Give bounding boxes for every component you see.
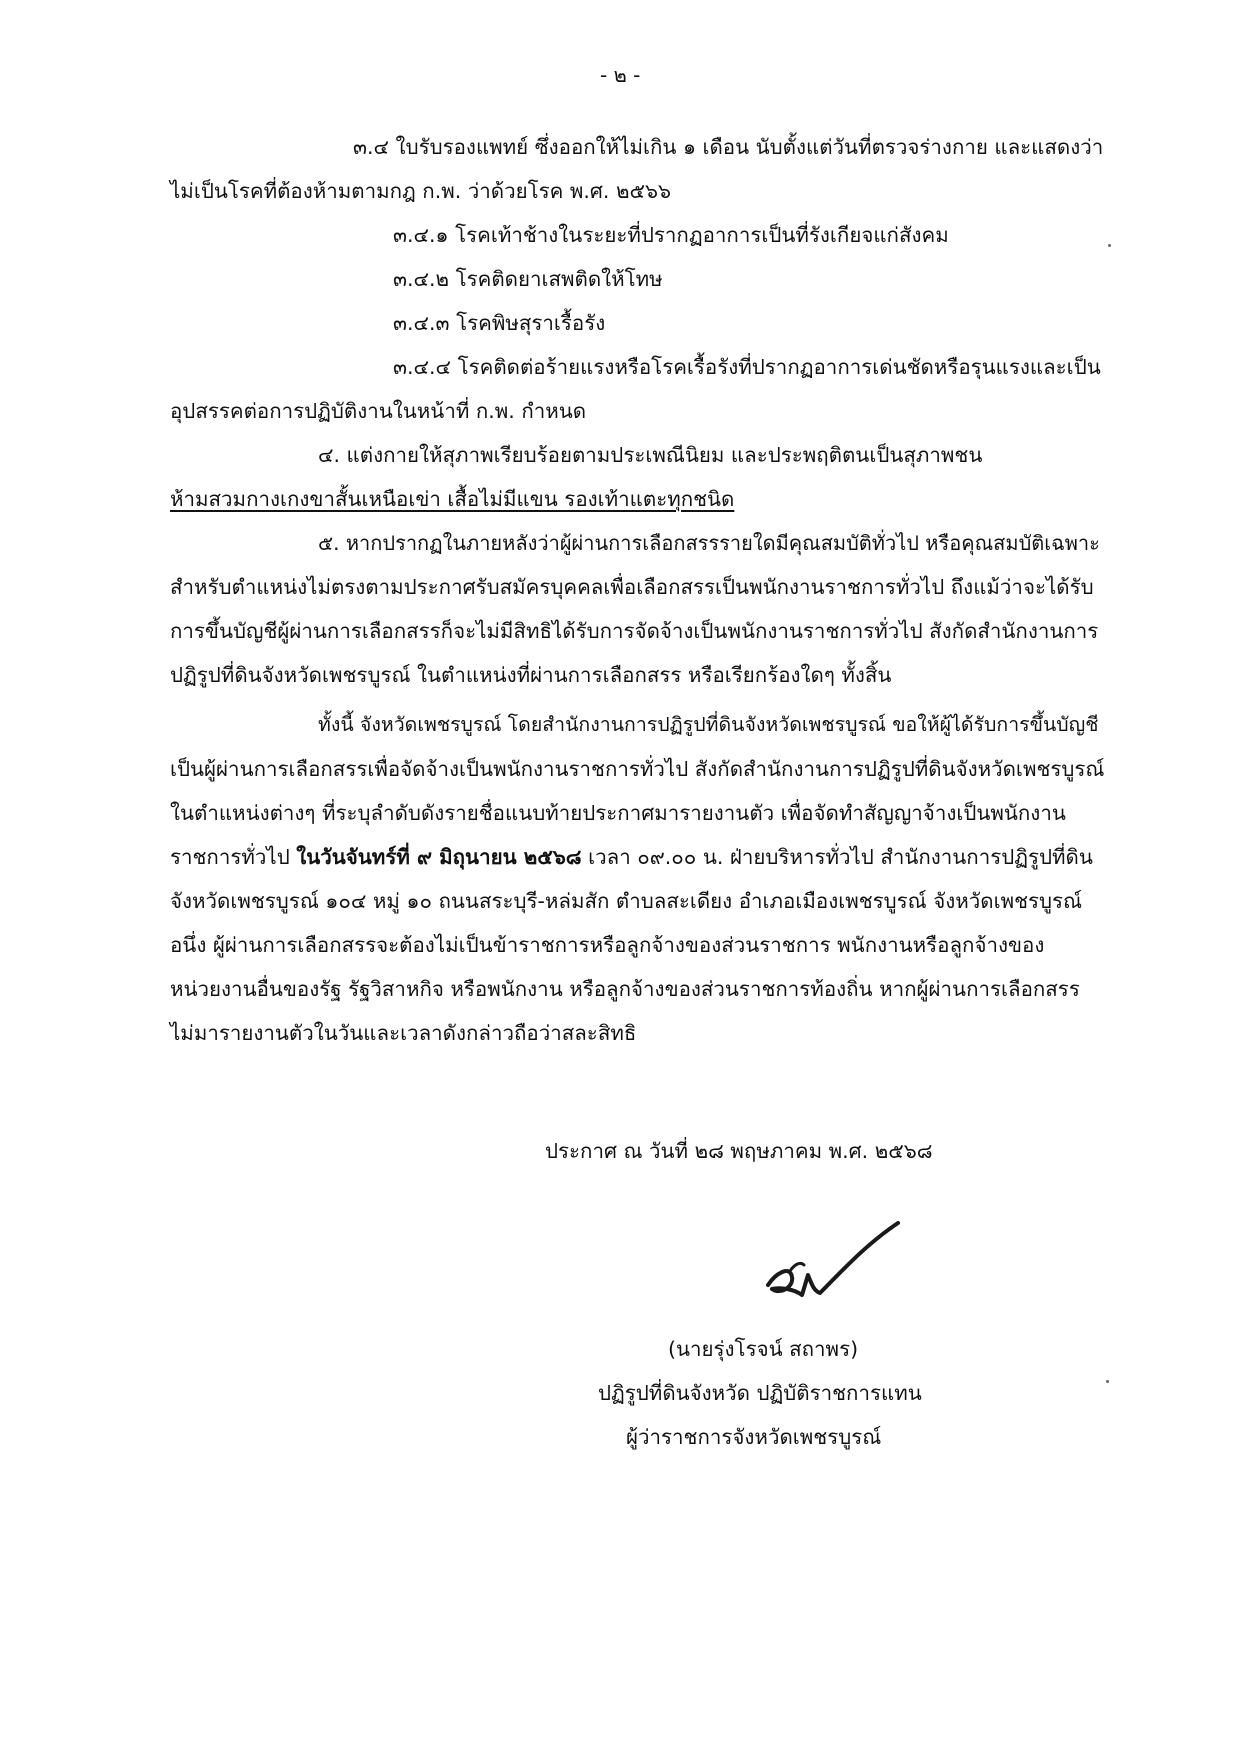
closing-line-2: เป็นผู้ผ่านการเลือกสรรเพื่อจัดจ้างเป็นพนักงานราชการทั่วไป สังกัดสำนักงานการปฏิรูปที่ดินจังหวัดเพชรบูรณ์ xyxy=(170,757,1105,781)
signature xyxy=(750,1215,910,1310)
item-3-4-line-2: ไม่เป็นโรคที่ต้องห้ามตามกฎ ก.พ. ว่าด้วยโรค พ.ศ. ๒๕๖๖ xyxy=(170,179,672,203)
item-3-4-4-line-2: อุปสรรคต่อการปฏิบัติงานในหน้าที่ ก.พ. กำหนด xyxy=(170,399,587,423)
closing-line-6: อนึ่ง ผู้ผ่านการเลือกสรรจะต้องไม่เป็นข้าราชการหรือลูกจ้างของส่วนราชการ พนักงานหรือลูกจ้างของ xyxy=(170,933,1045,957)
closing-line-4 xyxy=(170,842,1093,872)
item-3-4-1: ๓.๔.๑ โรคเท้าช้างในระยะที่ปรากฏอาการเป็นที่รังเกียจแก่สังคม xyxy=(393,223,949,247)
signatory-name: (นายรุ่งโรจน์ สถาพร) xyxy=(668,1337,859,1361)
closing-line-7: หน่วยงานอื่นของรัฐ รัฐวิสาหกิจ หรือพนักงาน หรือลูกจ้างของส่วนราชการท้องถิ่น หากผู้ผ่านการเลือกสรร xyxy=(170,977,1080,1001)
item-5-line-2: สำหรับตำแหน่งไม่ตรงตามประกาศรับสมัครบุคคลเพื่อเลือกสรรเป็นพนักงานราชการทั่วไป ถึงแม้ว่าจะได้รับ xyxy=(170,575,1094,599)
item-3-4-4-line-1: ๓.๔.๔ โรคติดต่อร้ายแรงหรือโรคเรื้อรังที่ปรากฏอาการเด่นชัดหรือรุนแรงและเป็น xyxy=(393,355,1101,379)
announcement-date: ประกาศ ณ วันที่ ๒๘ พฤษภาคม พ.ศ. ๒๕๖๘ xyxy=(545,1139,933,1163)
closing-line-3: ในตำแหน่งต่างๆ ที่ระบุลำดับดังรายชื่อแนบท้ายประกาศมารายงานตัว เพื่อจัดทำสัญญาจ้างเป็นพนักงาน xyxy=(170,801,1066,825)
item-5-line-3: การขึ้นบัญชีผู้ผ่านการเลือกสรรก็จะไม่มีสิทธิได้รับการจัดจ้างเป็นพนักงานราชการทั่วไป สังกัดสำนักงานการ xyxy=(170,619,1099,643)
signatory-title: ผู้ว่าราชการจังหวัดเพชรบูรณ์ xyxy=(626,1425,882,1449)
item-4-line-2: ห้ามสวมกางเกงขาสั้นเหนือเข่า เสื้อไม่มีแขน รองเท้าแตะทุกชนิด xyxy=(170,487,735,511)
item-3-4-line-1: ๓.๔ ใบรับรองแพทย์ ซึ่งออกให้ไม่เกิน ๑ เดือน นับตั้งแต่วันที่ตรวจร่างกาย และแสดงว่า xyxy=(353,135,1104,159)
item-5-line-1: ๕. หากปรากฏในภายหลังว่าผู้ผ่านการเลือกสรรรายใดมีคุณสมบัติทั่วไป หรือคุณสมบัติเฉพาะ xyxy=(318,531,1100,555)
item-3-4-3: ๓.๔.๓ โรคพิษสุราเรื้อรัง xyxy=(393,311,606,335)
page-number: - ๒ - xyxy=(600,63,641,87)
item-5-line-4: ปฏิรูปที่ดินจังหวัดเพชรบูรณ์ ในตำแหน่งที่ผ่านการเลือกสรร หรือเรียกร้องใดๆ ทั้งสิ้น xyxy=(170,663,892,687)
closing-line-4-pre: ราชการทั่วไป xyxy=(170,845,297,869)
closing-line-8: ไม่มารายงานตัวในวันและเวลาดังกล่าวถือว่าสละสิทธิ xyxy=(170,1021,637,1045)
closing-line-5: จังหวัดเพชรบูรณ์ ๑๐๔ หมู่ ๑๐ ถนนสระบุรี-หล่มสัก ตำบลสะเดียง อำเภอเมืองเพชรบูรณ์ จังหวัดเพชรบูรณ์ xyxy=(170,889,1083,913)
item-4-line-1: ๔. แต่งกายให้สุภาพเรียบร้อยตามประเพณีนิยม และประพฤติตนเป็นสุภาพชน xyxy=(318,443,983,467)
scan-speck xyxy=(1106,1380,1109,1383)
item-3-4-2: ๓.๔.๒ โรคติดยาเสพติดให้โทษ xyxy=(393,267,663,291)
signatory-position: ปฏิรูปที่ดินจังหวัด ปฏิบัติราชการแทน xyxy=(598,1381,922,1405)
closing-line-4-post: เวลา ๐๙.๐๐ น. ฝ่ายบริหารทั่วไป สำนักงานการปฏิรูปที่ดิน xyxy=(581,845,1093,869)
scan-speck xyxy=(1108,244,1111,247)
report-date: ในวันจันทร์ที่ ๙ มิถุนายน ๒๕๖๘ xyxy=(296,845,582,869)
closing-line-1: ทั้งนี้ จังหวัดเพชรบูรณ์ โดยสำนักงานการปฏิรูปที่ดินจังหวัดเพชรบูรณ์ ขอให้ผู้ได้รับการขึ้นบัญชี xyxy=(318,713,1099,736)
